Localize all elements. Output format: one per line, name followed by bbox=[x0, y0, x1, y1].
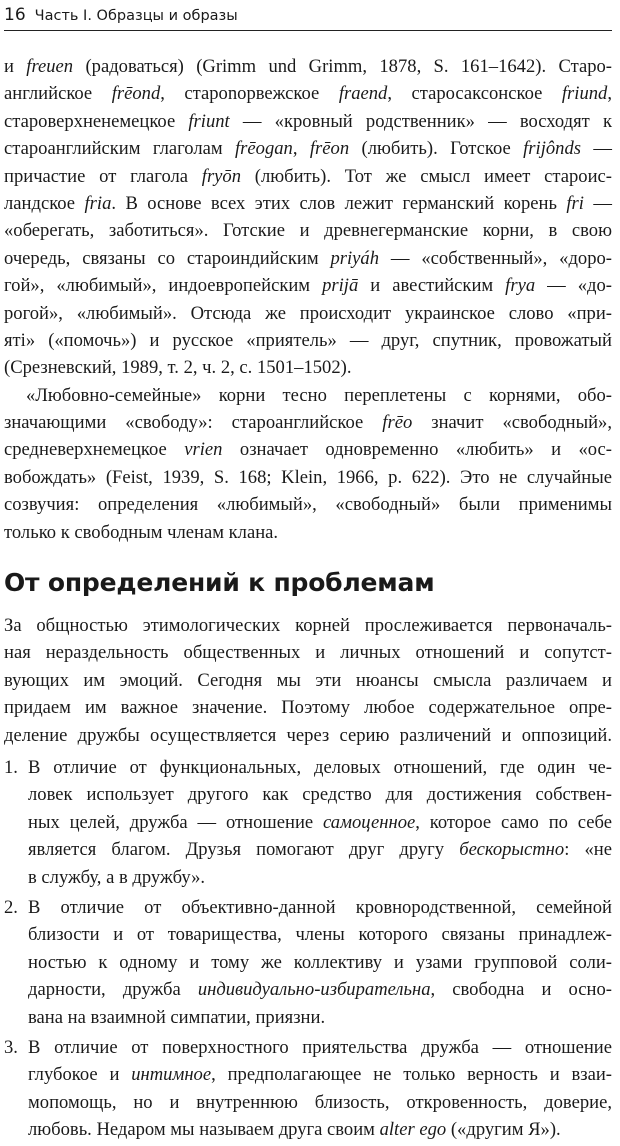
running-title: Часть I. Образцы и образы bbox=[34, 8, 238, 24]
section-heading: От определений к проблемам bbox=[4, 568, 435, 598]
text-line: В отличие от объективно-данной кровнородственной, семейной bbox=[28, 896, 612, 918]
text-line: очередь, связаны со староиндийским priyáh — «собственный», «доро- bbox=[4, 247, 612, 269]
text-line: близости и от товарищества, члены которого связаны принадлеж- bbox=[28, 924, 612, 946]
text-line: дарности, дружба индивидуально-избирательна, свободна и осно- bbox=[28, 979, 612, 1001]
text-line: староанглийским глаголам frēogan, frēon (любить). Готское frijônds — bbox=[4, 138, 612, 160]
text-line: «оберегать, заботиться». Готские и древнегерманские корни, в свою bbox=[4, 220, 612, 242]
body-text bbox=[4, 53, 612, 1146]
text-line: в службу, а в дружбу». bbox=[28, 866, 206, 888]
text-line: средневерхнемецкое vrien означает одновременно «любить» и «ос- bbox=[4, 439, 612, 461]
list-number: 2. bbox=[4, 896, 18, 918]
list-item bbox=[4, 1034, 612, 1144]
text-line: ных целей, дружба — отношение самоценное, которое само по себе bbox=[28, 811, 612, 833]
text-line: причастие от глагола fryōn (любить). Тот же смысл имеет староис- bbox=[4, 165, 612, 187]
text-line: В отличие от функциональных, деловых отношений, где один че- bbox=[28, 756, 612, 778]
paragraph-etymology bbox=[4, 53, 612, 382]
text-line: любовь. Недаром мы называем друга своим alter ego («другим Я»). bbox=[28, 1119, 561, 1141]
text-line: только к свободным членам клана. bbox=[4, 521, 279, 543]
text-line: За общностью этимологических корней прослеживается первоначаль- bbox=[4, 615, 612, 637]
text-line: английское frēond, староnорвежское fraend, старосаксонское friund, bbox=[4, 83, 612, 105]
text-line: В отличие от поверхностного приятельства дружба — отношение bbox=[28, 1036, 612, 1058]
list-item bbox=[4, 754, 612, 891]
book-page bbox=[4, 0, 613, 1141]
text-line: вобождать» (Feist, 1939, S. 168; Klein, 1966, p. 622). Это не случайные bbox=[4, 466, 612, 488]
text-line: ностью к одному и тому же коллективу и узами групповой соли- bbox=[28, 951, 612, 973]
text-line: деление дружбы осуществляется через серию различений и оппозиций. bbox=[4, 724, 612, 746]
text-line: глубокое и интимное, предполагающее не только верность и взаи- bbox=[28, 1064, 613, 1086]
page-number: 16 bbox=[4, 5, 26, 25]
text-line: староверхненемецкое friunt — «кровный родственник» — восходят к bbox=[4, 110, 612, 132]
text-line: (Срезневский, 1989, т. 2, ч. 2, с. 1501–1502). bbox=[4, 357, 352, 379]
paragraph-distinctions bbox=[4, 612, 612, 749]
text-line: вующих им эмоций. Сегодня мы эти нюансы смысла различаем и bbox=[4, 669, 612, 691]
text-line: мопомощь, но и внутреннюю близость, откровенность, доверие, bbox=[28, 1091, 612, 1113]
list-number: 3. bbox=[4, 1036, 18, 1058]
text-line: созвучия: определения «любимый», «свободный» были применимы bbox=[4, 494, 612, 516]
list-item bbox=[4, 894, 612, 1031]
paragraph-freedom bbox=[4, 382, 612, 546]
text-line: ландское fria. В основе всех этих слов лежит германский корень fri — bbox=[4, 192, 612, 214]
text-line: вана на взаимной симпатии, приязни. bbox=[28, 1006, 326, 1028]
text-line: и freuen (радоваться) (Grimm und Grimm, 1878, S. 161–1642). Старо- bbox=[4, 56, 612, 77]
text-line: ная нераздельность общественных и личных отношений и сопутст- bbox=[4, 642, 612, 664]
text-line: ловек использует другого как средство для достижения собствен- bbox=[28, 784, 612, 806]
text-line: придаем им важное значение. Поэтому любое содержательное опре- bbox=[4, 697, 612, 719]
text-line: является благом. Друзья помогают друг другу бескорыстно: «не bbox=[28, 839, 612, 861]
running-head bbox=[4, 2, 238, 28]
text-line: ятi» («помочь») и русское «приятель» — друг, спутник, провожатый bbox=[4, 329, 612, 351]
text-line: «Любовно-семейные» корни тесно переплетены с корнями, обо- bbox=[26, 384, 612, 406]
text-line: гой», «любимый», индоевропейским prijā и авестийским frya — «до- bbox=[4, 275, 612, 297]
text-line: значающими «свободу»: староанглийское frēo значит «свободный», bbox=[4, 412, 612, 434]
header-rule bbox=[4, 30, 612, 31]
numbered-list bbox=[4, 754, 612, 1143]
text-line: рогой», «любимый». Отсюда же происходит украинское слово «при- bbox=[4, 302, 612, 324]
list-number: 1. bbox=[4, 756, 18, 778]
